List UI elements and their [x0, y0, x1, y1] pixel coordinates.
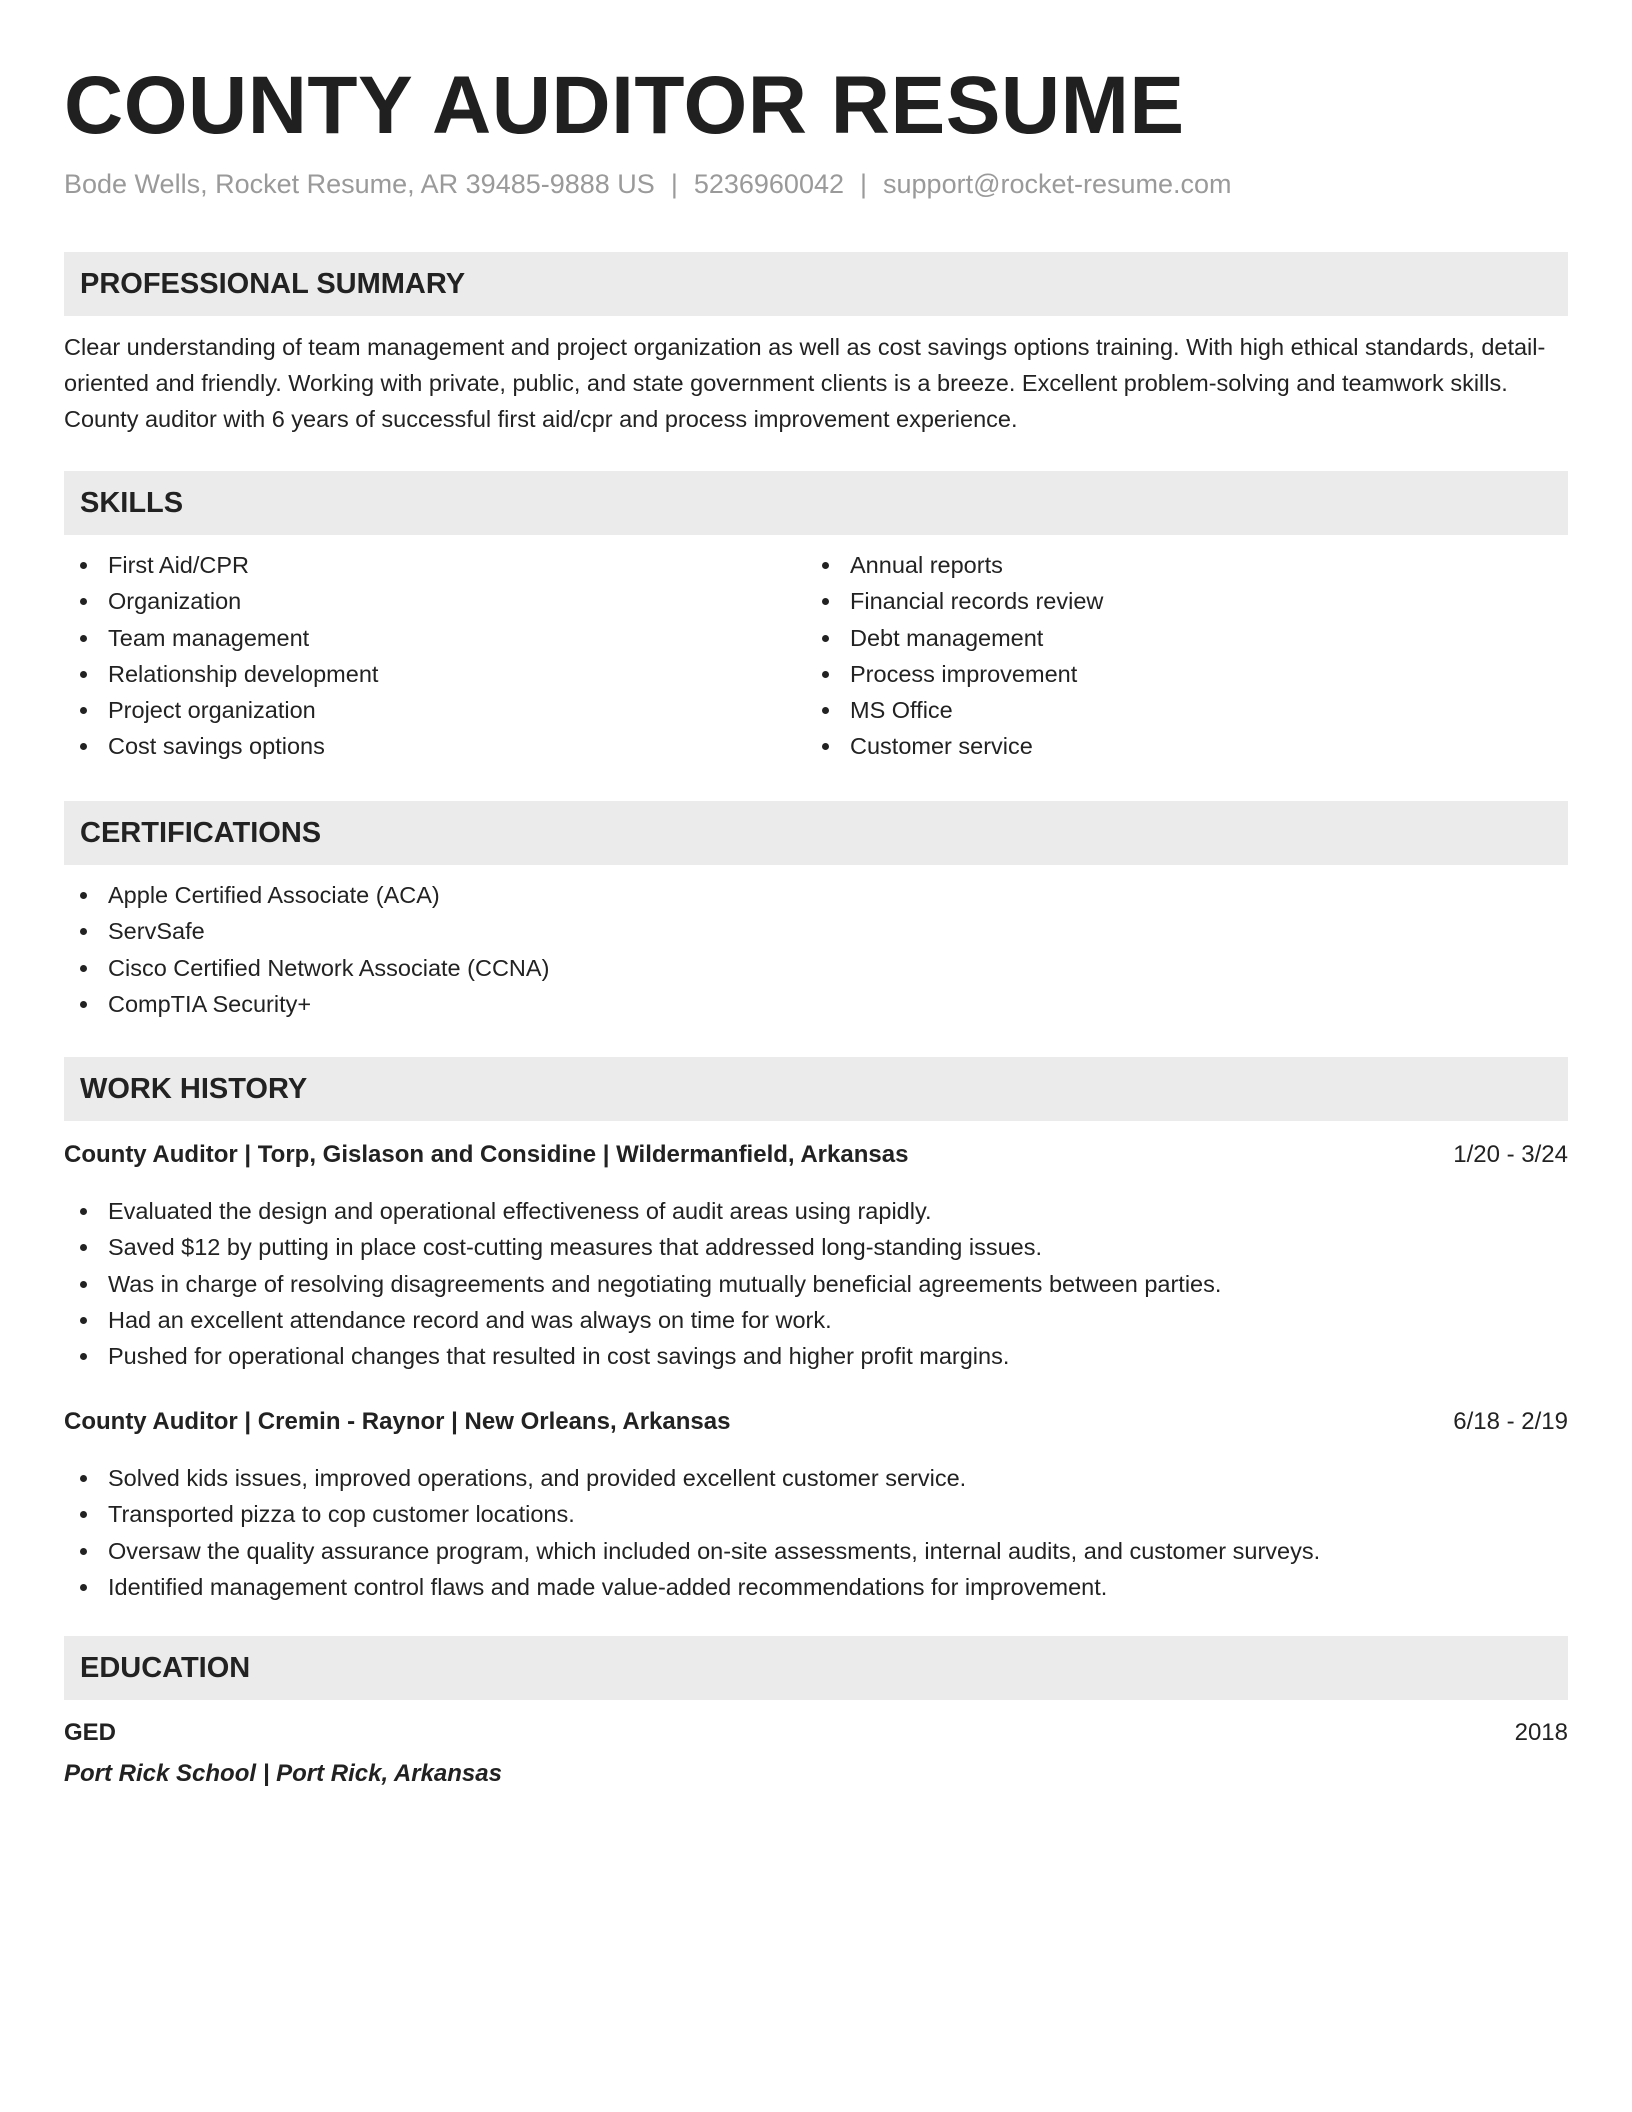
- resume-title: COUNTY AUDITOR RESUME: [64, 60, 1185, 151]
- skill-item: Financial records review: [806, 583, 1103, 619]
- section-heading-summary: PROFESSIONAL SUMMARY: [64, 252, 1568, 316]
- contact-email[interactable]: support@rocket-resume.com: [883, 169, 1232, 199]
- section-heading-certifications: CERTIFICATIONS: [64, 801, 1568, 865]
- certification-item: Apple Certified Associate (ACA): [64, 877, 549, 913]
- job-heading: [64, 1405, 1568, 1439]
- job-bullet: Oversaw the quality assurance program, which included on-site assessments, internal audits, and customer surveys.: [64, 1533, 1320, 1569]
- summary-text: Clear understanding of team management and project organization as well as cost savings options training. With high ethical standards, detail-oriented and friendly. Working with private, public, and state government clients is a breeze. Excellent problem-solving and teamwork skills. County auditor with 6 years of successful first aid/cpr and process improvement experience.: [64, 334, 1546, 432]
- certification-item: CompTIA Security+: [64, 986, 549, 1022]
- job-bullet: Had an excellent attendance record and was always on time for work.: [64, 1302, 1221, 1338]
- certification-item: Cisco Certified Network Associate (CCNA): [64, 950, 549, 986]
- skill-item: Customer service: [806, 728, 1103, 764]
- contact-line: [64, 166, 1232, 202]
- education-degree: GED: [64, 1719, 117, 1746]
- skill-item: Relationship development: [64, 656, 378, 692]
- job-bullets: [64, 1460, 1320, 1605]
- certifications-list: [64, 877, 549, 1022]
- job-bullet: Was in charge of resolving disagreements and negotiating mutually beneficial agreements between parties.: [64, 1266, 1221, 1302]
- job-dates: 1/20 - 3/24: [1453, 1141, 1568, 1168]
- skill-item: Annual reports: [806, 547, 1103, 583]
- contact-phone: 5236960042: [693, 169, 844, 199]
- section-heading-skills: SKILLS: [64, 471, 1568, 535]
- job-dates: 6/18 - 2/19: [1453, 1408, 1568, 1435]
- skill-item: Team management: [64, 620, 378, 656]
- job-heading: [64, 1138, 1568, 1172]
- skills-list-left: [64, 547, 378, 765]
- skills-list-right: [806, 547, 1103, 765]
- section-heading-work-history: WORK HISTORY: [64, 1057, 1568, 1121]
- education-heading: [64, 1716, 1568, 1750]
- job-title: County Auditor | Torp, Gislason and Considine | Wildermanfield, Arkansas: [64, 1141, 909, 1168]
- certification-item: ServSafe: [64, 913, 549, 949]
- skill-item: Cost savings options: [64, 728, 378, 764]
- job-bullet: Transported pizza to cop customer locations.: [64, 1496, 1320, 1532]
- job-title: County Auditor | Cremin - Raynor | New Orleans, Arkansas: [64, 1408, 731, 1435]
- education-year: 2018: [1514, 1719, 1568, 1746]
- job-bullet: Pushed for operational changes that resulted in cost savings and higher profit margins.: [64, 1338, 1221, 1374]
- job-bullet: Saved $12 by putting in place cost-cutting measures that addressed long-standing issues.: [64, 1229, 1221, 1265]
- job-bullet: Solved kids issues, improved operations, and provided excellent customer service.: [64, 1460, 1320, 1496]
- skill-item: First Aid/CPR: [64, 547, 378, 583]
- skill-item: Organization: [64, 583, 378, 619]
- section-heading-education: EDUCATION: [64, 1636, 1568, 1700]
- skill-item: Process improvement: [806, 656, 1103, 692]
- job-bullets: [64, 1193, 1221, 1374]
- job-bullet: Identified management control flaws and made value-added recommendations for improvement.: [64, 1569, 1320, 1605]
- skill-item: Debt management: [806, 620, 1103, 656]
- contact-separator: |: [860, 169, 868, 199]
- job-bullet: Evaluated the design and operational effectiveness of audit areas using rapidly.: [64, 1193, 1221, 1229]
- contact-separator: |: [670, 169, 678, 199]
- education-school: Port Rick School | Port Rick, Arkansas: [64, 1760, 502, 1787]
- contact-address: Bode Wells, Rocket Resume, AR 39485-9888 US: [64, 169, 655, 199]
- skill-item: Project organization: [64, 692, 378, 728]
- skill-item: MS Office: [806, 692, 1103, 728]
